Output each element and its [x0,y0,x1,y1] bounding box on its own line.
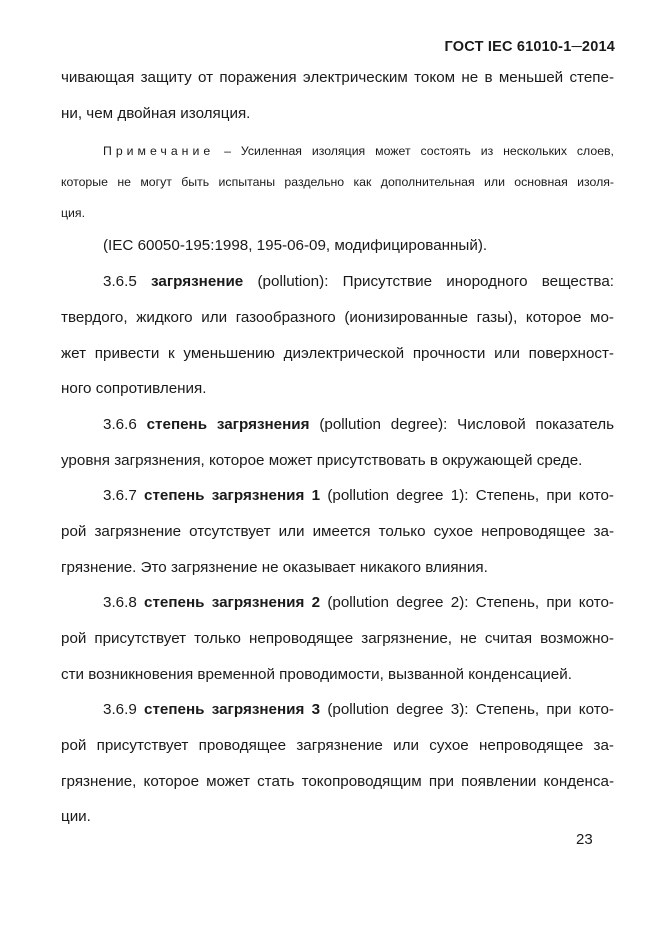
section-3-6-8 [61,585,614,692]
section-first-line-rest: (pollution degree 2): Степень, при кото- [327,594,614,612]
section-number: 3.6.8 [103,594,137,612]
section-number: 3.6.5 [103,273,137,291]
document-header: ГОСТ IEC 61010-1─2014 [444,39,615,55]
section-term: степень загрязнения 2 [144,594,321,612]
continuation-line-1: чивающая защиту от поражения электрическим током не в меньшей степе- [61,69,614,86]
document-body [61,60,614,835]
section-line: грязнение, которое может стать токопроводящим при появлении конденса- [61,772,614,790]
section-term: степень загрязнения 3 [144,701,321,719]
section-3-6-5 [61,264,614,407]
note-line-1 [61,136,614,167]
section-line: сти возникновения временной проводимости, вызванной конденсацией. [61,665,572,683]
note-text: Усиленная изоляция может состоять из нескольких слоев, [240,144,614,159]
section-first-line-rest: (pollution degree 3): Степень, при кото- [327,701,614,719]
page-number: 23 [576,831,593,848]
section-first-line-rest: (pollution degree 1): Степень, при кото- [327,487,614,505]
section-line: ции. [61,808,91,826]
section-line: жет привести к уменьшению диэлектрической прочности или поверхност- [61,344,614,362]
section-first-line [61,478,614,514]
section-line: рой присутствует проводящее загрязнение или сухое непроводящее за- [61,737,614,755]
section-first-line-rest: (pollution): Присутствие инородного вещества: [257,273,614,291]
section-line: ного сопротивления. [61,380,207,398]
note-label: Примечание [103,144,215,159]
section-line: рой присутствует только непроводящее загрязнение, не считая возможно- [61,630,614,647]
note-dash: – [214,144,241,159]
section-number: 3.6.9 [103,701,137,719]
continuation-line-2: ни, чем двойная изоляция. [61,104,251,122]
section-3-6-9 [61,692,614,835]
section-first-line-rest: (pollution degree): Числовой показатель [319,415,614,433]
section-first-line [61,264,614,300]
section-line: рой загрязнение отсутствует или имеется только сухое непроводящее за- [61,522,614,540]
note-line-3: ция. [61,205,85,220]
section-line: уровня загрязнения, которое может присутствовать в окружающей среде. [61,451,583,469]
reference-line: (IEC 60050-195:1998, 195-06-09, модифицированный). [103,237,488,255]
section-term: степень загрязнения 1 [144,487,321,505]
section-first-line [61,407,614,443]
section-term: загрязнение [151,273,244,291]
section-3-6-6 [61,407,614,478]
section-number: 3.6.6 [103,415,137,433]
section-3-6-7 [61,478,614,585]
section-line: грязнение. Это загрязнение не оказывает никакого влияния. [61,558,488,576]
section-first-line [61,585,614,621]
section-term: степень загрязнения [146,415,310,433]
section-line: твердого, жидкого или газообразного (ионизированные газы), которое мо- [61,308,614,326]
note-line-2: которые не могут быть испытаны раздельно как дополнительная или основная изоля- [61,175,614,190]
section-first-line [61,692,614,728]
section-number: 3.6.7 [103,487,137,505]
